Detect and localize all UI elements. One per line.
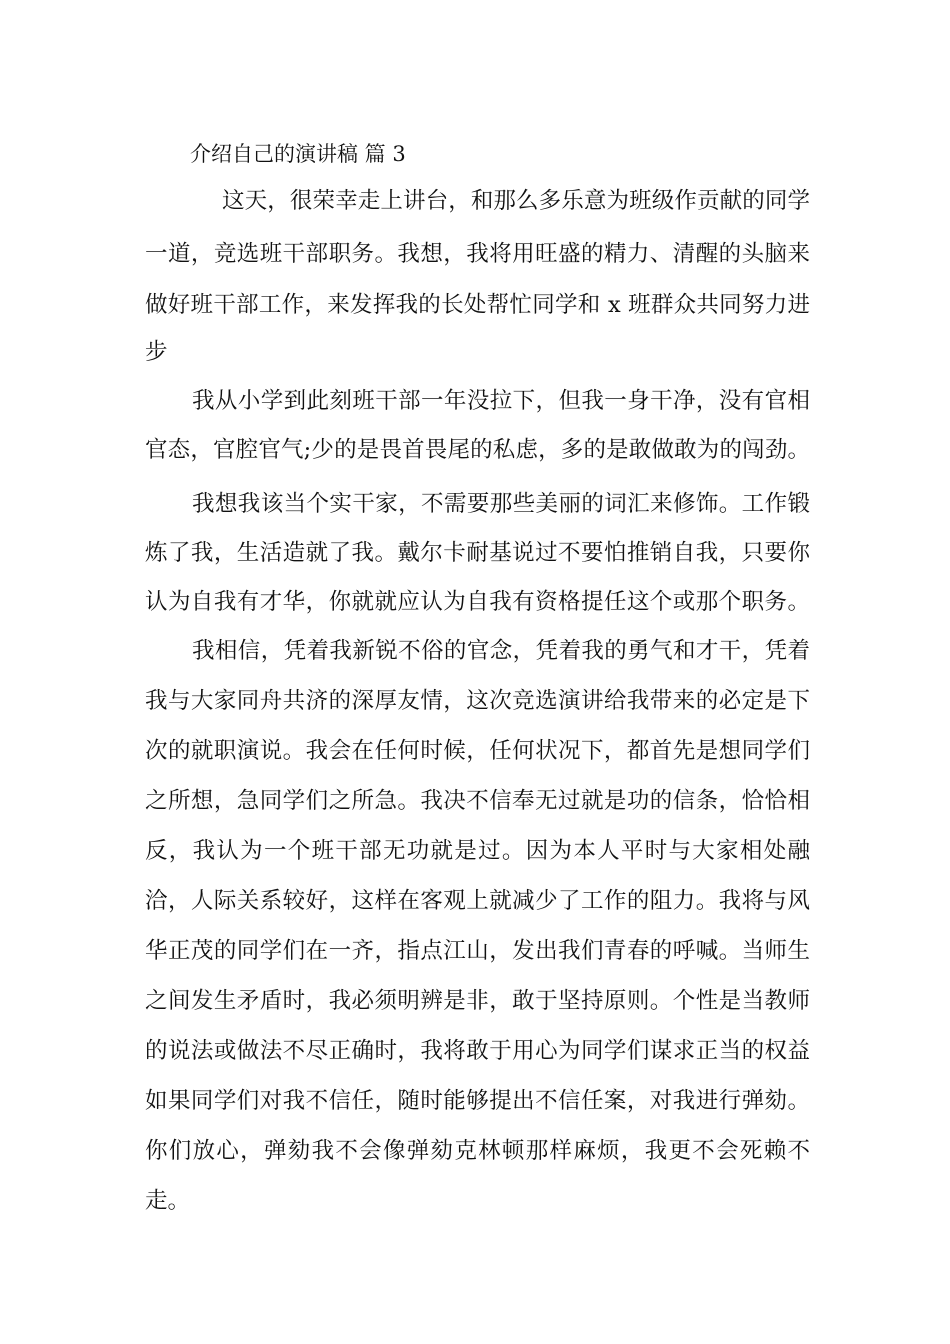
- paragraph-line: 洽，人际关系较好，这样在客观上就减少了工作的阻力。我将与风: [145, 888, 810, 914]
- paragraph-line: 华正茂的同学们在一齐，指点江山，发出我们青春的呼喊。当师生: [145, 938, 810, 964]
- paragraph-line: 一道，竞选班干部职务。我想，我将用旺盛的精力、清醒的头脑来: [145, 241, 810, 267]
- paragraph-line: 之所想，急同学们之所急。我决不信奉无过就是功的信条，恰恰相: [145, 788, 810, 814]
- paragraph-line: 次的就职演说。我会在任何时候，任何状况下，都首先是想同学们: [145, 738, 810, 764]
- paragraph-line: 做好班干部工作，来发挥我的长处帮忙同学和 x 班群众共同努力进: [145, 292, 810, 318]
- paragraph-line: 的说法或做法不尽正确时，我将敢于用心为同学们谋求正当的权益: [145, 1038, 810, 1064]
- paragraph-line: 走。: [145, 1188, 191, 1214]
- paragraph-line: 如果同学们对我不信任，随时能够提出不信任案，对我进行弹劾。: [145, 1088, 810, 1114]
- paragraph-line: 反，我认为一个班干部无功就是过。因为本人平时与大家相处融: [145, 838, 810, 864]
- paragraph-line: 我想我该当个实干家，不需要那些美丽的词汇来修饰。工作锻: [192, 491, 810, 517]
- paragraph-line: 我从小学到此刻班干部一年没拉下，但我一身干净，没有官相: [192, 388, 810, 414]
- paragraph-line: 我与大家同舟共济的深厚友情，这次竞选演讲给我带来的必定是下: [145, 688, 810, 714]
- paragraph-line: 官态，官腔官气;少的是畏首畏尾的私虑，多的是敢做敢为的闯劲。: [145, 437, 810, 463]
- paragraph-line: 认为自我有才华，你就就应认为自我有资格提任这个或那个职务。: [145, 589, 810, 615]
- paragraph-line: 之间发生矛盾时，我必须明辨是非，敢于坚持原则。个性是当教师: [145, 988, 810, 1014]
- paragraph-line: 你们放心，弹劾我不会像弹劾克林顿那样麻烦，我更不会死赖不: [145, 1138, 810, 1164]
- document-heading: 介绍自己的演讲稿 篇 3: [190, 142, 406, 166]
- paragraph-line: 步: [145, 339, 168, 365]
- paragraph-line: 这天，很荣幸走上讲台，和那么多乐意为班级作贡献的同学: [222, 188, 810, 214]
- paragraph-line: 我相信，凭着我新锐不俗的官念，凭着我的勇气和才干，凭着: [192, 638, 810, 664]
- paragraph-line: 炼了我，生活造就了我。戴尔卡耐基说过不要怕推销自我，只要你: [145, 540, 810, 566]
